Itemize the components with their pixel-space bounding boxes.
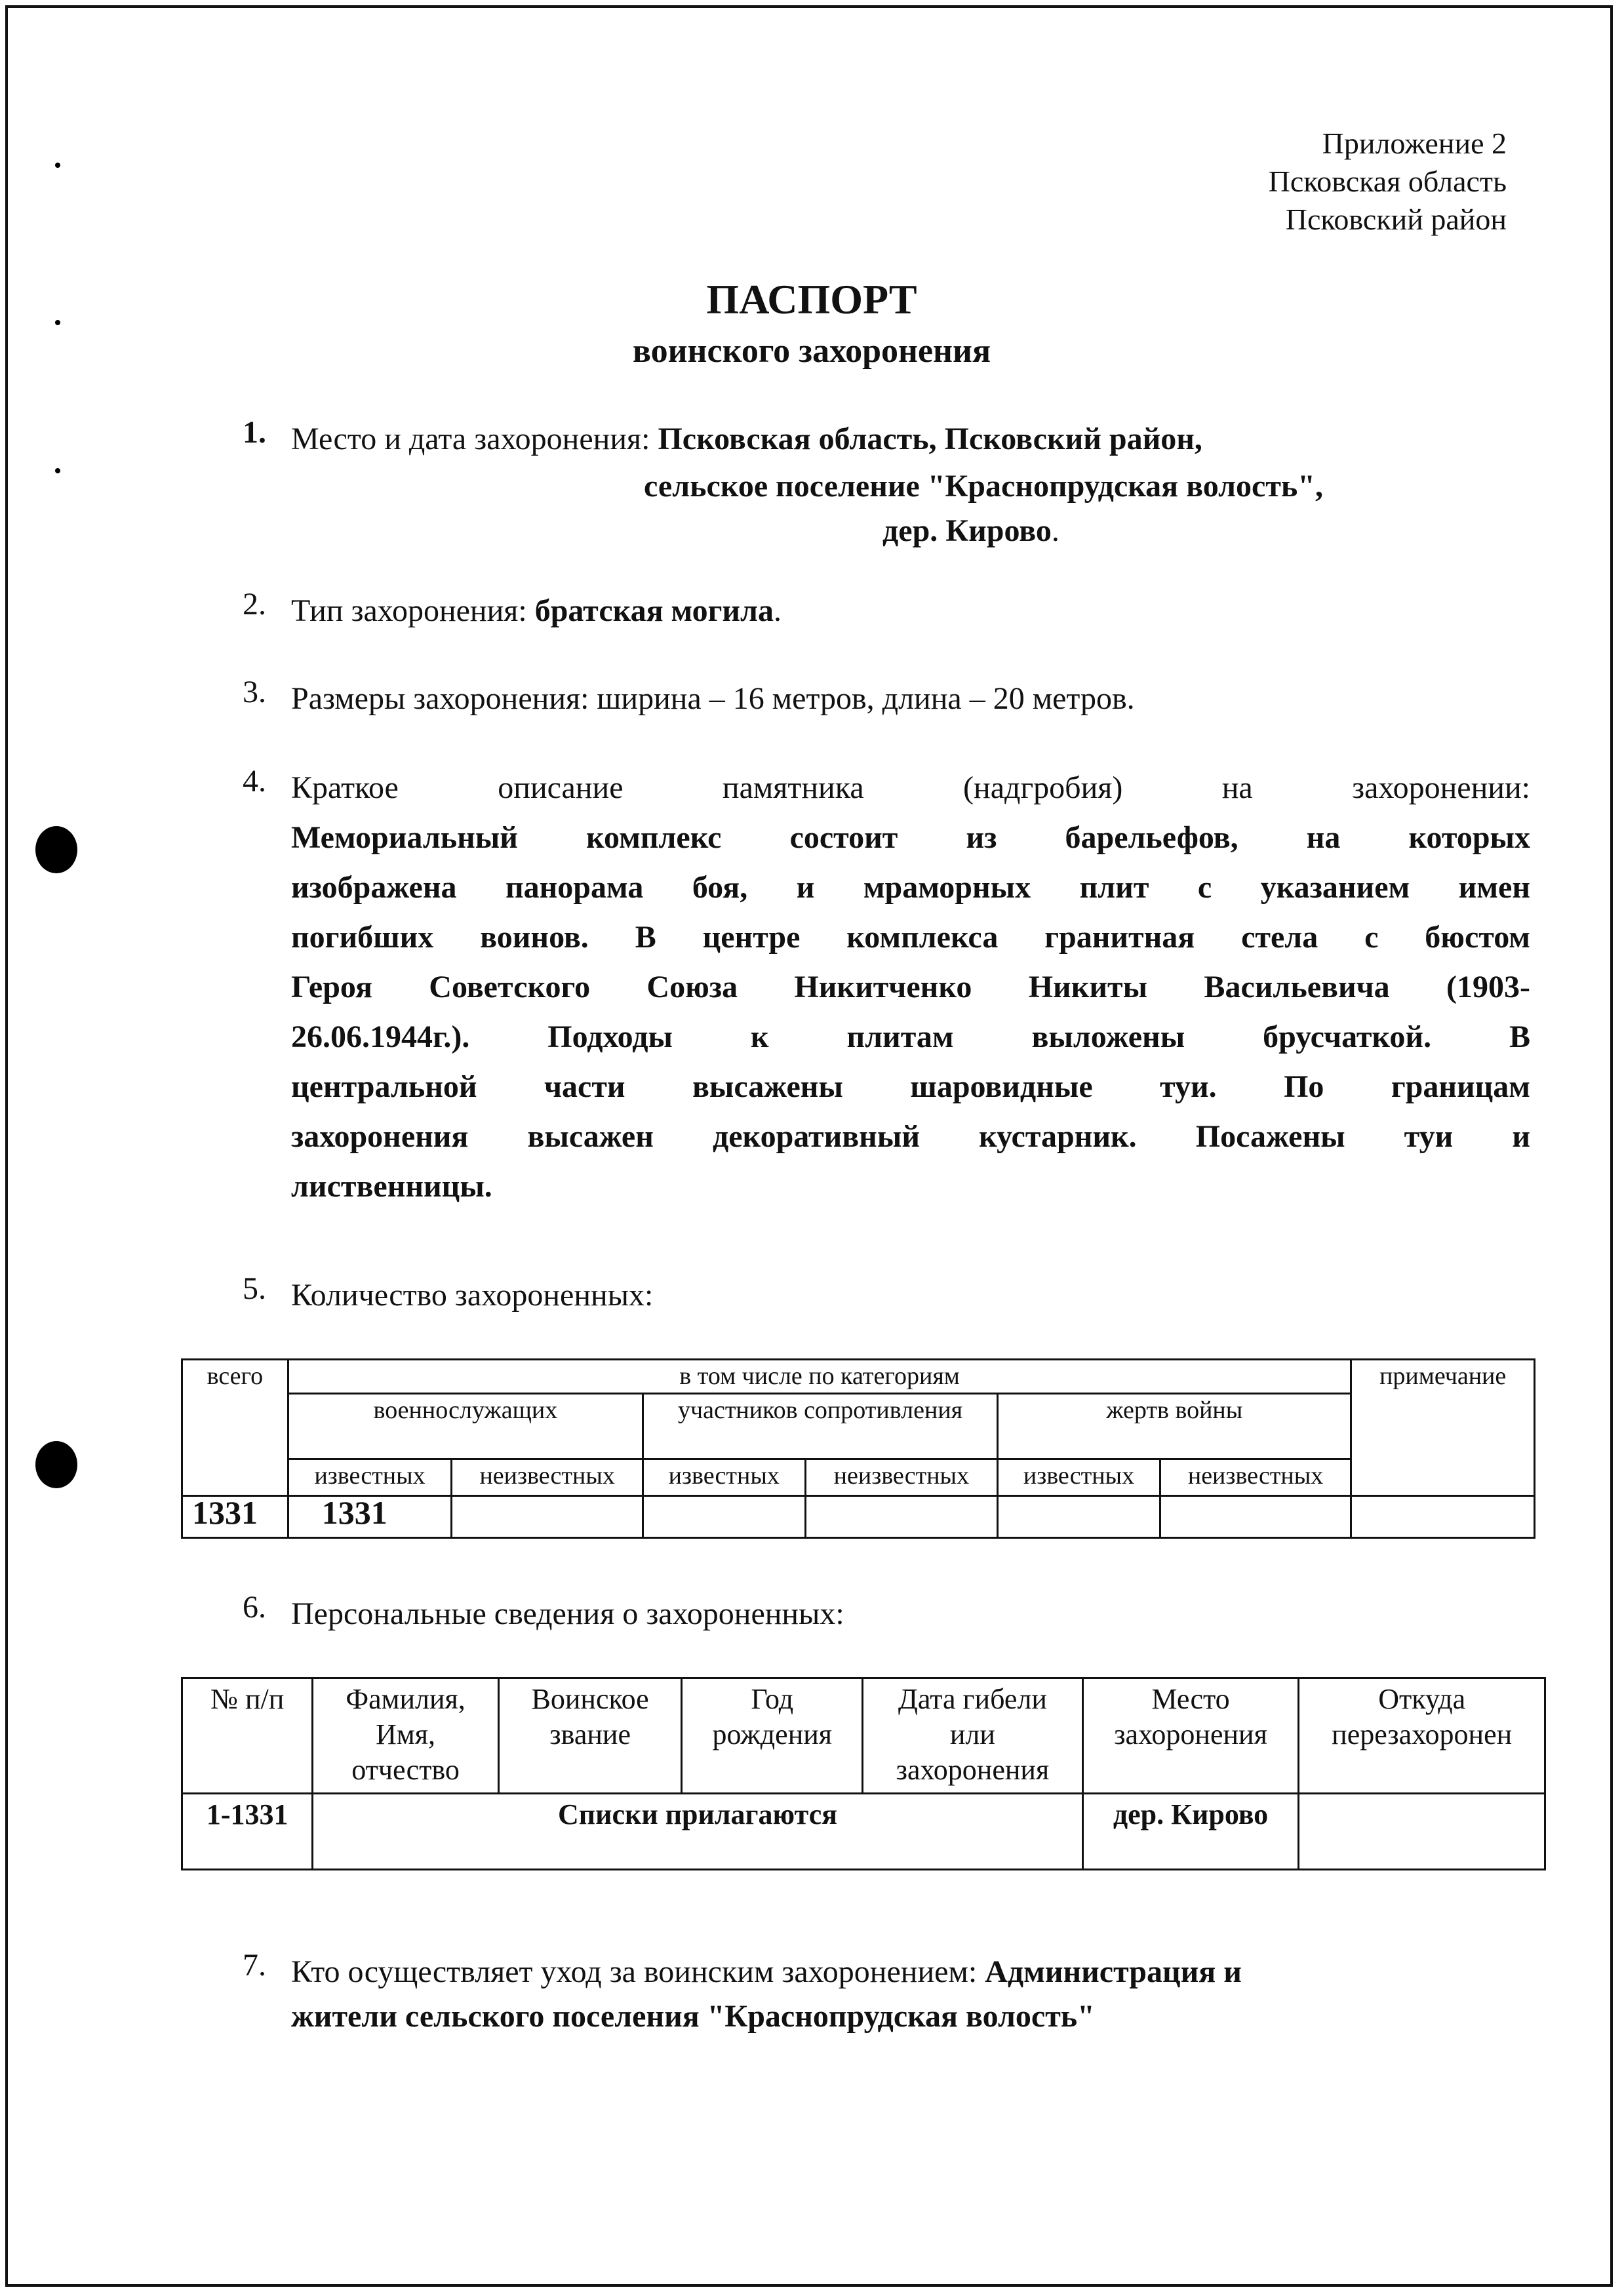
appendix-region: Псковская область [1268,165,1507,198]
item-description [291,763,1530,1212]
table-row [182,1496,1535,1538]
header-burial-place: Место захоронения [1082,1678,1299,1794]
appendix-header [1269,125,1507,239]
header-victims: жертв войны [998,1394,1351,1459]
item-personal-label: Персональные сведения о захороненных: [291,1596,844,1631]
item-number: 5. [243,1271,266,1306]
burial-count-table [181,1358,1535,1539]
header-rank: Воинское звание [498,1678,682,1794]
page-subtitle: воинского захоронения [632,332,991,370]
description-line: 26.06.1944г.). Подходы к плитам выложены брусчаткой. В [291,1019,1530,1054]
header-unknown: неизвестных [452,1459,643,1496]
cell-lists-attached: Списки прилагаются [313,1794,1082,1870]
personal-info-table [181,1677,1546,1870]
description-line: изображена панорама боя, и мраморных плит с указанием имен [291,870,1530,905]
item-count-label: Количество захороненных: [291,1278,654,1313]
cell-note [1351,1496,1535,1538]
header-by-category: в том числе по категориям [288,1360,1351,1394]
item-number: 7. [243,1948,266,1983]
item-burial-place [291,414,1202,464]
punch-hole [35,1441,77,1488]
burial-place-line3: дер. Кирово [882,513,1052,548]
appendix-number: Приложение 2 [1322,127,1507,160]
burial-place-line1: Псковская область, Псковский район, [658,422,1202,456]
description-line: погибших воинов. В центре комплекса гранитная стела с бюстом [291,920,1530,955]
description-line: Героя Советского Союза Никитченко Никиты Васильевича (1903- [291,970,1530,1004]
cell-total: 1331 [182,1496,288,1538]
cell-number-range: 1-1331 [182,1794,313,1870]
punctuation: . [1051,513,1060,548]
item-number: 4. [243,764,266,799]
cell-victims-known [998,1496,1160,1538]
item-label: Тип захоронения: [291,593,535,628]
header-birth-year: Год рождения [682,1678,863,1794]
punctuation: . [773,593,782,628]
scan-mark [55,468,60,473]
item-burial-type [291,586,782,636]
cell-reburied-from [1299,1794,1545,1870]
item-number: 2. [243,587,266,622]
description-line: Мемориальный комплекс состоит из барельефов, на которых [291,820,1530,855]
cell-burial-place: дер. Кирово [1082,1794,1299,1870]
document-page [5,5,1613,2287]
header-known: известных [998,1459,1160,1496]
header-resistance: участников сопротивления [643,1394,997,1459]
header-fullname: Фамилия, Имя, отчество [313,1678,498,1794]
description-line: центральной части высажены шаровидные туи. По границам [291,1069,1530,1104]
header-note: примечание [1351,1360,1535,1496]
description-line: лиственницы. [291,1169,492,1204]
punch-hole [35,826,77,873]
cell-resistance-unknown [805,1496,998,1538]
cell-military-unknown [452,1496,643,1538]
item-number: 6. [243,1590,266,1625]
cell-military-known: 1331 [288,1496,452,1538]
header-total: всего [182,1360,288,1496]
burial-place-line2: сельское поселение "Краснопрудская волость", [644,469,1323,504]
item-caretaker [291,1947,1465,2042]
header-known: известных [643,1459,805,1496]
header-known: известных [288,1459,452,1496]
cell-victims-unknown [1160,1496,1351,1538]
header-unknown: неизвестных [1160,1459,1351,1496]
header-number: № п/п [182,1678,313,1794]
header-unknown: неизвестных [805,1459,998,1496]
header-death-date: Дата гибели или захоронения [863,1678,1083,1794]
item-burial-size: Размеры захоронения: ширина – 16 метров, длина – 20 метров. [291,681,1135,716]
table-row [182,1794,1545,1870]
burial-place-line3-wrap [882,506,1060,556]
description-line: захоронения высажен декоративный кустарник. Посажены туи и [291,1119,1530,1154]
header-reburied-from: Откуда перезахоронен [1299,1678,1545,1794]
page-title: ПАСПОРТ [706,276,917,323]
caretaker-value2: жители сельского поселения "Краснопрудская волость" [291,1999,1095,2034]
description-label: Краткое описание памятника (надгробия) на захоронении: [291,770,1530,805]
scan-mark [55,163,60,168]
header-military: военнослужащих [288,1394,643,1459]
item-number: 1. [243,415,266,450]
appendix-district: Псковский район [1285,203,1507,236]
burial-type-value: братская могила [534,593,774,628]
item-label: Кто осуществляет уход за воинским захоронением: [291,1954,985,1989]
caretaker-value1: Администрация и [985,1954,1242,1989]
item-number: 3. [243,675,266,709]
cell-resistance-known [643,1496,805,1538]
item-label: Место и дата захоронения: [291,422,658,456]
